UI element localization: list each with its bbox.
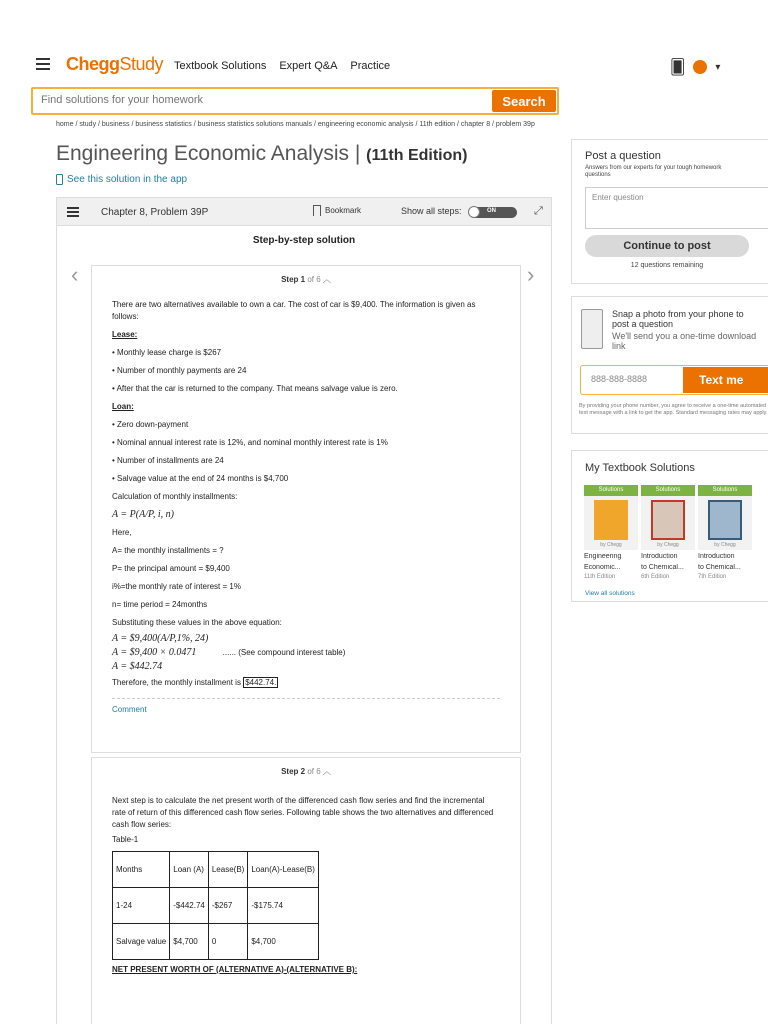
page-title [56,142,467,166]
definition: n= time period = 24months [112,600,208,609]
step-2-card [91,757,521,1024]
step-1-card [91,265,521,753]
book-edition: 11th Edition [584,574,616,580]
textbook-solutions-title: My Textbook Solutions [585,462,695,474]
by-chegg-label: by Chegg [600,542,622,548]
toggle-knob [468,206,480,218]
equation-3: A = $442.74 [112,661,163,672]
book-edition: 6th Edition [641,574,670,580]
solution-toolbar [57,198,551,226]
top-nav [174,60,390,72]
book-name: Economic... [584,564,621,571]
definition: P= the principal amount = $9,400 [112,564,230,573]
book-cover [641,496,695,550]
table-row [113,888,319,924]
edition-label: (11th Edition) [366,147,468,164]
step-2-body [92,795,520,976]
chevron-up-icon[interactable]: ︿ [322,767,331,776]
book-name: Introduction [698,553,735,560]
search-button[interactable]: Search [492,90,556,112]
table-cell: $4,700 [248,924,319,960]
list-icon[interactable] [67,207,79,217]
textbook-item[interactable] [698,485,752,580]
lease-item: • Monthly lease charge is $267 [112,348,222,357]
book-name: to Chemical... [698,564,741,571]
book-edition: 7th Edition [698,574,727,580]
expand-icon[interactable]: ⤢ [534,205,543,217]
snap-photo-box [571,296,768,434]
table-cell: 0 [208,924,247,960]
solutions-tag: Solutions [698,485,752,496]
cover-art-icon [651,500,685,540]
table-row [113,852,319,888]
chevron-up-icon[interactable]: ︿ [322,275,331,284]
bookmark-label: Bookmark [325,206,362,215]
chapter-problem-label: Chapter 8, Problem 39P [101,207,209,218]
equation-2-row [112,646,500,660]
lease-item: • Number of monthly payments are 24 [112,366,247,375]
sms-disclaimer: By providing your phone number, you agree to receive a one-time automated text message with a link to get the app. Standard messaging rates may apply. [579,403,768,416]
solution-panel [56,197,552,1024]
cover-art-icon [708,500,742,540]
result-value: $442.74. [245,678,277,687]
post-question-box [571,139,768,284]
show-all-steps-label: Show all steps: [401,206,462,216]
by-chegg-label: by Chegg [657,542,679,548]
formula: A = P(A/P, i, n) [112,509,174,520]
bookmark-icon [313,205,321,216]
questions-remaining: 12 questions remaining [630,262,704,269]
header [0,0,768,88]
text-me-button[interactable]: Text me [683,367,768,393]
solutions-tag: Solutions [641,485,695,496]
textbook-item[interactable] [584,485,638,580]
loan-heading: Loan: [112,402,134,411]
textbook-item[interactable] [641,485,695,580]
loan-item: • Salvage value at the end of 24 months is $4,700 [112,474,289,483]
table-row [113,924,319,960]
flashcards-icon[interactable]: 🂠 [670,59,686,76]
table-cell: -$267 [208,888,247,924]
calc-label: Calculation of monthly installments: [112,492,238,501]
header-icons [670,58,720,76]
question-input[interactable]: Enter question [585,187,768,229]
title-separator: | [354,142,361,165]
phone-number-input[interactable]: 888-888-8888 [580,365,768,395]
equation-1: A = $9,400(A/P,1%, 24) [112,633,209,644]
see-in-app-link[interactable] [56,174,187,185]
substitution-label: Substituting these values in the above equation: [112,618,282,627]
book-name: Engineering [584,553,622,560]
step-by-step-heading: Step-by-step solution [252,235,356,246]
toggle-state: ON [487,208,496,214]
step-1-intro: There are two alternatives available to own a car. The cost of car is $9,400. The information is given as follows: [112,300,476,321]
book-name: to Chemical... [641,564,684,571]
table-cell: Loan (A) [170,852,209,888]
result-line [112,674,500,692]
table-cell: -$175.74 [248,888,319,924]
loan-item: • Nominal annual interest rate is 12%, and nominal monthly interest rate is 1% [112,438,388,447]
step-2-of: of 6 [307,767,321,776]
avatar[interactable] [693,60,707,74]
here-label: Here, [112,528,132,537]
table-cell: Loan(A)-Lease(B) [248,852,319,888]
post-question-subtitle: Answers from our experts for your tough homework questions [585,165,722,178]
book-title: Engineering Economic Analysis [56,142,349,165]
view-all-solutions-link[interactable]: View all solutions [585,590,635,597]
continue-to-post-button[interactable]: Continue to post [585,235,749,257]
by-chegg-label: by Chegg [714,542,736,548]
result-text: Therefore, the monthly installment is [112,678,241,687]
solutions-tag: Solutions [584,485,638,496]
table-cell: Salvage value [113,924,170,960]
phone-icon [56,174,63,185]
definition: A= the monthly installments = ? [112,546,224,555]
step-2-text: Next step is to calculate the net present worth of the differenced cash flow series and find the incremental rate of return of this differenced cash flow series. Following table shows the two alternatives and differenced cash flow series: [112,796,494,829]
show-all-steps-toggle[interactable] [469,207,517,218]
next-step-arrow-icon[interactable]: › [527,262,535,287]
breadcrumb[interactable]: home / study / business / business statistics / business statistics solutions manuals / engineering economic analysis / 11th edition / chapter 8 / problem 39p [56,121,535,128]
step-1-of: of 6 [307,275,321,284]
post-question-title: Post a question [585,150,661,162]
cover-art-icon [594,500,628,540]
lease-heading: Lease: [112,330,138,339]
step-1-label: Step 1 [281,275,306,284]
definition: i%=the monthly rate of interest = 1% [112,582,241,591]
cash-flow-table [112,851,319,960]
chegg-logo[interactable]: CheggStudy [66,54,164,74]
book-name: Introduction [641,553,678,560]
loan-item: • Zero down-payment [112,420,189,429]
hamburger-menu-icon[interactable] [36,58,50,70]
lease-item: • After that the car is returned to the company. That means salvage value is zero. [112,384,398,393]
my-textbook-solutions-box [571,450,768,602]
table-label: Table-1 [112,835,139,844]
snap-title: Snap a photo from your phone to post a question [612,309,744,329]
textbook-list [584,485,752,580]
nav-practice[interactable]: Practice [350,60,391,72]
equation-2-note: ...... (See compound interest table) [222,648,346,657]
table-cell: $4,700 [170,924,209,960]
npw-heading: NET PRESENT WORTH OF (ALTERNATIVE A)-(ALTERNATIVE B): [112,965,358,974]
step-1-header[interactable] [92,274,520,285]
search-bar [31,87,559,115]
phone-illustration-icon [581,309,603,349]
table-cell: Months [113,852,170,888]
search-input[interactable] [41,94,481,106]
comment-link[interactable]: Comment [112,705,147,714]
nav-textbook-solutions[interactable]: Textbook Solutions [174,60,267,72]
bookmark-button[interactable] [313,205,361,216]
snap-subtitle: We'll send you a one-time download link [612,331,757,351]
table-cell: 1-24 [113,888,170,924]
nav-expert-qa[interactable]: Expert Q&A [279,60,338,72]
chevron-down-icon[interactable]: ▾ [715,61,721,73]
see-in-app-label: See this solution in the app [67,174,188,185]
equation-2: A = $9,400 × 0.0471 [112,647,197,658]
step-2-header[interactable] [92,766,520,777]
book-cover [584,496,638,550]
step-2-label: Step 2 [281,767,306,776]
book-cover [698,496,752,550]
loan-item: • Number of installments are 24 [112,456,224,465]
table-cell: -$442.74 [170,888,209,924]
prev-step-arrow-icon[interactable]: ‹ [71,262,79,287]
table-cell: Lease(B) [208,852,247,888]
step-1-body [92,299,520,692]
